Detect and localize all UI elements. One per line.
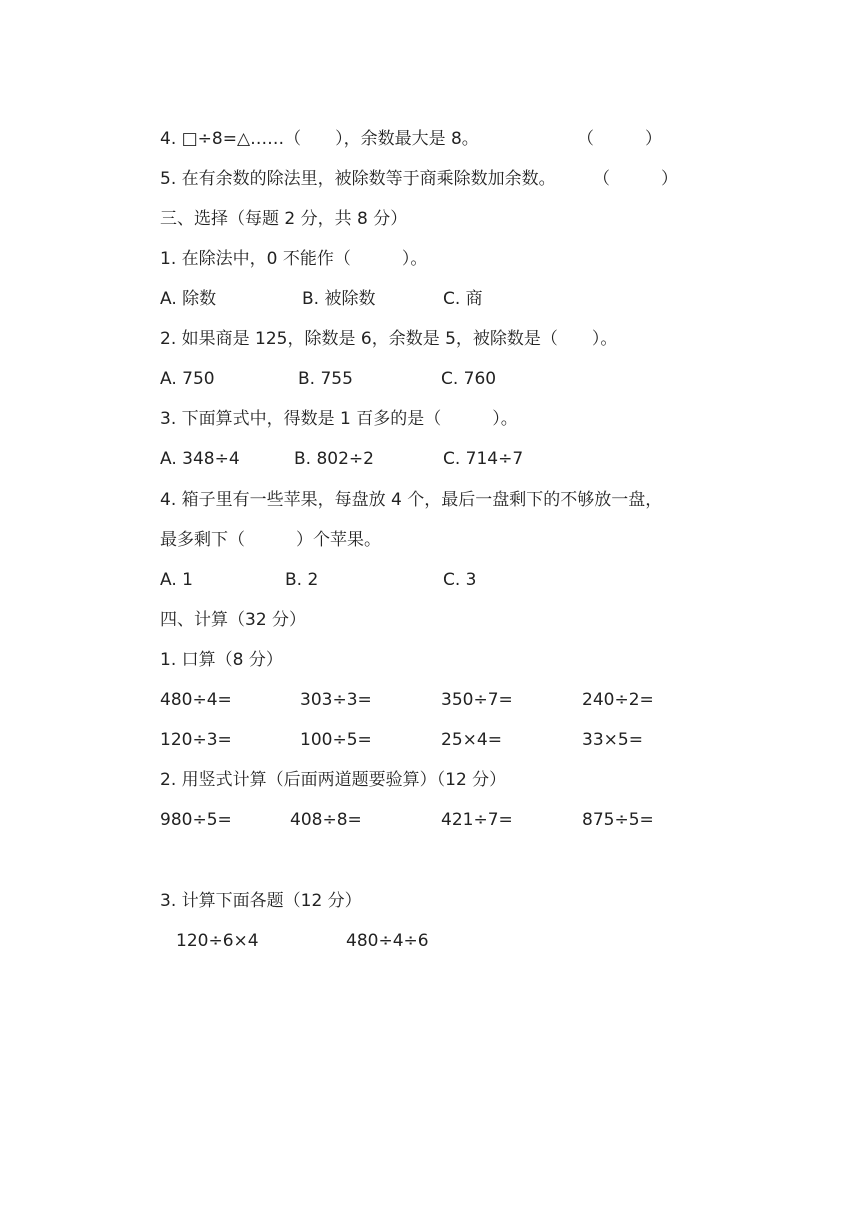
choice-q4-option-b[interactable]: B. 2 xyxy=(285,570,319,590)
vertical-calc-item: 408÷8= xyxy=(290,810,362,830)
choice-q3-option-c[interactable]: C. 714÷7 xyxy=(443,449,524,469)
choice-q4-option-c[interactable]: C. 3 xyxy=(443,570,477,590)
mixed-calc-item: 480÷4÷6 xyxy=(346,931,429,951)
oral-calc-item: 100÷5= xyxy=(300,730,372,750)
choice-q2-option-a[interactable]: A. 750 xyxy=(160,369,215,389)
oral-calc-item: 25×4= xyxy=(441,730,502,750)
choice-q2-option-c[interactable]: C. 760 xyxy=(441,369,497,389)
vertical-calc-item: 421÷7= xyxy=(441,810,513,830)
choice-q3-option-a[interactable]: A. 348÷4 xyxy=(160,449,240,469)
choice-q1-option-c[interactable]: C. 商 xyxy=(443,289,483,309)
vertical-calc-item: 875÷5= xyxy=(582,810,654,830)
oral-calc-item: 33×5= xyxy=(582,730,643,750)
choice-q2-stem: 2. 如果商是 125，除数是 6，余数是 5，被除数是（ ）。 xyxy=(160,329,618,349)
choice-q1-stem: 1. 在除法中，0 不能作（ ）。 xyxy=(160,249,428,269)
section-calc-heading: 四、计算（32 分） xyxy=(160,610,307,630)
choice-q3-option-b[interactable]: B. 802÷2 xyxy=(294,449,374,469)
judge-q5-answer-paren[interactable]: （ ） xyxy=(593,169,678,189)
choice-q4-stem-line2: 最多剩下（ ）个苹果。 xyxy=(160,530,381,550)
judge-q5-text: 5. 在有余数的除法里，被除数等于商乘除数加余数。 xyxy=(160,169,556,189)
judge-q4-text: 4. □÷8=△……（ ），余数最大是 8。 xyxy=(160,129,479,149)
vertical-calc-item: 980÷5= xyxy=(160,810,232,830)
choice-q2-option-b[interactable]: B. 755 xyxy=(298,369,353,389)
oral-calc-item: 303÷3= xyxy=(300,690,372,710)
mixed-calc-item: 120÷6×4 xyxy=(176,931,259,951)
mixed-calc-heading: 3. 计算下面各题（12 分） xyxy=(160,891,362,911)
oral-calc-item: 120÷3= xyxy=(160,730,232,750)
oral-calc-heading: 1. 口算（8 分） xyxy=(160,650,283,670)
choice-q3-stem: 3. 下面算式中，得数是 1 百多的是（ ）。 xyxy=(160,409,518,429)
vertical-calc-heading: 2. 用竖式计算（后面两道题要验算）（12 分） xyxy=(160,770,507,790)
choice-q1-option-a[interactable]: A. 除数 xyxy=(160,289,217,309)
section-choice-heading: 三、选择（每题 2 分，共 8 分） xyxy=(160,209,408,229)
choice-q4-stem-line1: 4. 箱子里有一些苹果，每盘放 4 个，最后一盘剩下的不够放一盘， xyxy=(160,490,663,510)
choice-q1-option-b[interactable]: B. 被除数 xyxy=(302,289,376,309)
oral-calc-item: 240÷2= xyxy=(582,690,654,710)
oral-calc-item: 350÷7= xyxy=(441,690,513,710)
choice-q4-option-a[interactable]: A. 1 xyxy=(160,570,193,590)
oral-calc-item: 480÷4= xyxy=(160,690,232,710)
judge-q4-answer-paren[interactable]: （ ） xyxy=(577,129,662,149)
